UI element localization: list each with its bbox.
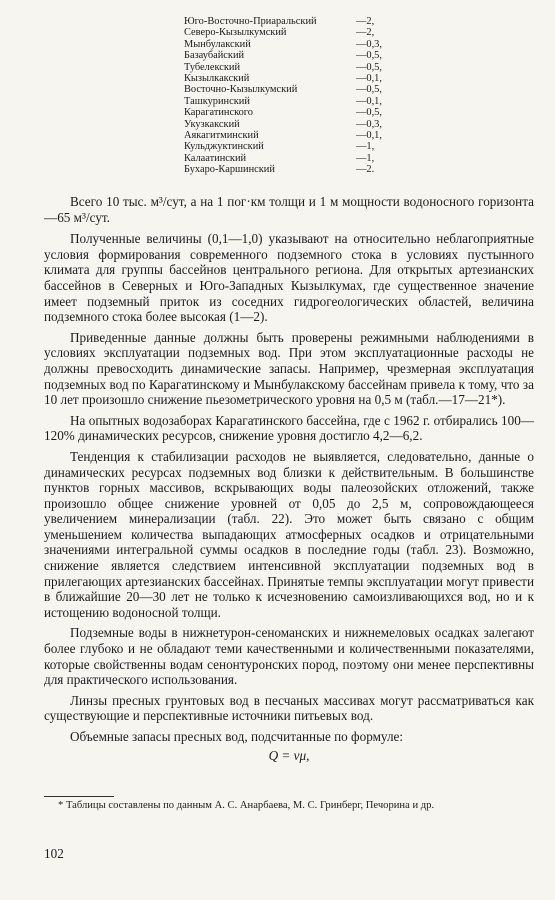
basin-name: Аякагитминский xyxy=(184,129,259,141)
basin-value: —0,5, xyxy=(356,61,382,73)
basin-name: Укузкакский xyxy=(184,118,240,130)
basin-value: —0,5, xyxy=(356,107,382,119)
basin-name: Восточно-Кызылкумский xyxy=(184,84,298,96)
basin-name: Мынбулакский xyxy=(184,38,251,50)
basin-value: —0,5, xyxy=(356,50,382,62)
basin-name: Ташкуринский xyxy=(184,95,250,107)
basin-value: —0,1, xyxy=(356,72,382,84)
basin-value: —2, xyxy=(356,16,375,27)
basin-name: Карагатинского xyxy=(184,107,254,119)
basin-value: —0,1, xyxy=(356,129,382,141)
basin-value: —0,5, xyxy=(356,84,382,96)
paragraph: Объемные запасы пресных вод, подсчитанные по формуле: xyxy=(70,729,404,744)
paragraph: Приведенные данные должны быть проверены режимными наблюдениями в условиях эксплуатации подземных вод. При этом эксплуатационные расходы не должны превосходить динамические запасы. Например, чрезмерная эксплуатация подземных вод по Карагатинскому и Мынбулакскому бассейнам привела к тому, что за 10 лет произошло снижение пьезометрического уровня на 0,5 м (табл.—17—21*). xyxy=(44,329,534,408)
basin-name: Северо-Кызылкумский xyxy=(184,27,287,39)
body-text xyxy=(44,194,534,763)
footnote: * Таблицы составлены по данным А. С. Анарбаева, М. С. Гринберг, Печорина и др. xyxy=(58,800,435,811)
basin-name: Кызылкакский xyxy=(184,72,250,84)
basin-name: Юго-Восточно-Приаральский xyxy=(184,16,317,27)
basin-value: —0,1, xyxy=(356,95,382,107)
basin-value: —0,3, xyxy=(356,118,382,130)
basin-value: —0,3, xyxy=(356,38,382,50)
page-number: 102 xyxy=(44,846,64,861)
basin-value: —2. xyxy=(356,164,375,176)
basin-value: —1, xyxy=(356,152,375,164)
paragraph: На опытных водозаборах Карагатинского бассейна, где с 1962 г. отбирались 100—120% динамических ресурсов, снижение уровня достигло 4,2—6,2. xyxy=(44,412,534,444)
basin-name: Тубелекский xyxy=(184,61,241,73)
paragraph: Линзы пресных грунтовых вод в песчаных массивах могут рассматриваться как существующие и перспективные источники питьевых вод. xyxy=(44,692,534,724)
paragraph: Полученные величины (0,1—1,0) указывают на относительно неблагоприятные условия формирования современного подземного стока в условиях пустынного климата для группы бассейнов центрального региона. Для открытых артезианских бассейнов в Северных и Юго-Западных Кызылкумах, где существенное значение имеет подземный приток из соседних гидрогеологических областей, величина подземного стока более высокая (1—2). xyxy=(44,231,534,325)
formula: Q = vμ, xyxy=(268,747,310,763)
paragraph: Подземные воды в нижнетурон-сеноманских и нижнемеловых осадках залегают более глубоко и не обладают теми качественными и количественными показателями, которые свойственны водам сенонтуронских пород, поэтому они менее перспективны для практического использования. xyxy=(44,625,534,688)
footnote-divider xyxy=(44,796,114,797)
basin-name: Кульджуктинский xyxy=(184,141,264,153)
basin-value: —2, xyxy=(356,27,375,39)
basin-value: —1, xyxy=(356,141,375,153)
basin-name: Базаубайский xyxy=(184,50,245,62)
paragraph: Всего 10 тыс. м³/сут, а на 1 пог·км толщи и 1 м мощности водоносного горизонта—65 м³/сут. xyxy=(44,194,534,225)
basin-name: Калаатинский xyxy=(184,152,247,164)
paragraph: Тенденция к стабилизации расходов не выявляется, следовательно, данные о динамических ресурсах подземных вод близки к действительным. В большинстве пунктов горных массивов, вскрывающих воды палеозойских отложений, также произошло общее снижение уровней от 0,05 до 2,5 м, сопровождающееся увеличением минерализации (табл. 22). Это может быть связано с общим уменьшением количества выпадающих атмосферных осадков и отрицательными значениями интегральной суммы осадков в последние годы (табл. 23). Возможно, снижение является следствием интенсивной эксплуатации подземных вод в прилегающих артезианских бассейнах. Принятые темпы эксплуатации могут привести в ближайшие 20—30 лет не только к исчезновению самоизливающихся вод, но и к истощению водоносной толщи. xyxy=(44,448,534,620)
basin-name: Бухаро-Каршинский xyxy=(184,164,275,176)
